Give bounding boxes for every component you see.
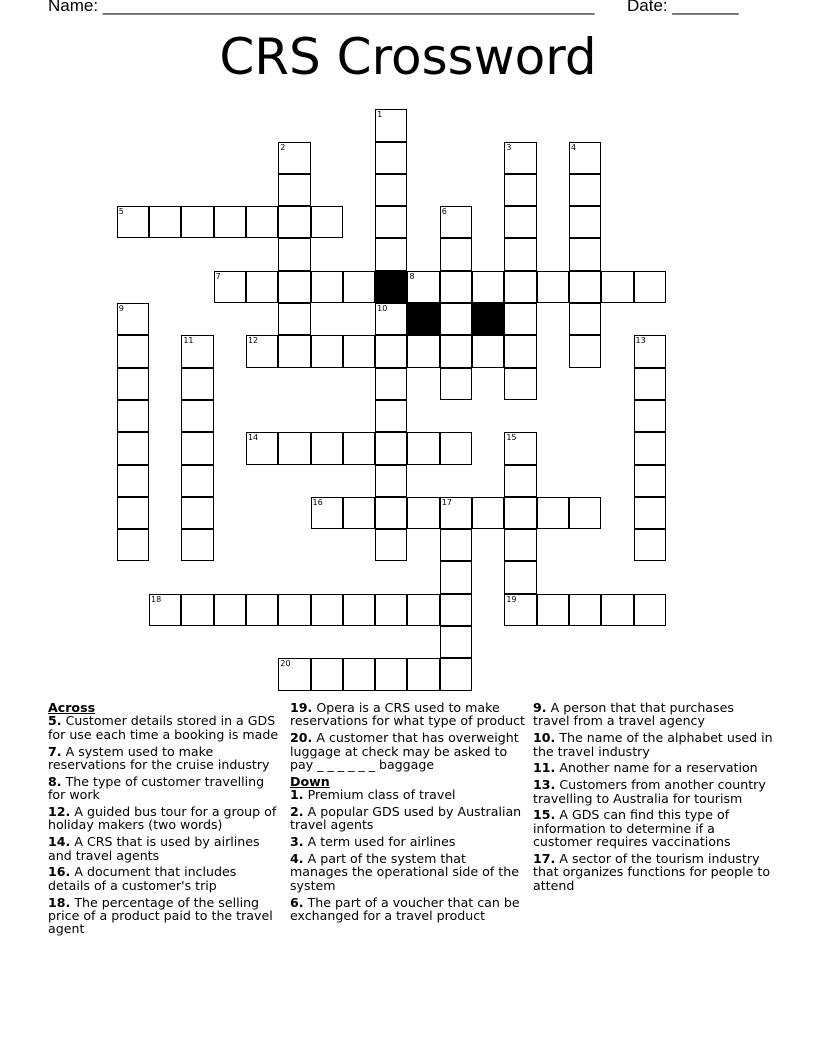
grid-cell[interactable] xyxy=(440,561,472,593)
grid-cell[interactable] xyxy=(311,271,343,303)
grid-cell[interactable] xyxy=(278,335,310,367)
grid-cell[interactable] xyxy=(375,303,407,335)
clue-item: 5. Customer details stored in a GDS for use each time a booking is made xyxy=(48,713,279,742)
grid-cell[interactable] xyxy=(504,594,536,626)
grid-cell[interactable] xyxy=(375,529,407,561)
grid-cell[interactable] xyxy=(278,174,310,206)
grid-cell[interactable] xyxy=(440,432,472,464)
grid-cell[interactable] xyxy=(601,594,633,626)
clue-item: 10. The name of the alphabet used in the travel industry xyxy=(533,730,773,759)
grid-cell[interactable] xyxy=(149,206,181,238)
grid-cell[interactable] xyxy=(181,206,213,238)
grid-cell[interactable] xyxy=(343,658,375,690)
clue-item: 15. A GDS can find this type of information to determine if a customer requires vaccinations xyxy=(533,807,731,850)
grid-cell[interactable] xyxy=(440,658,472,690)
grid-cell[interactable] xyxy=(569,594,601,626)
grid-cell[interactable] xyxy=(278,594,310,626)
clue-number: 10 xyxy=(377,304,388,314)
grid-cell[interactable] xyxy=(634,594,666,626)
grid-cell[interactable] xyxy=(375,238,407,270)
grid-cell[interactable] xyxy=(214,594,246,626)
grid-cell[interactable] xyxy=(278,271,310,303)
clue-item: 17. A sector of the tourism industry that organizes functions for people to attend xyxy=(533,851,771,893)
grid-cell[interactable] xyxy=(440,626,472,658)
grid-cell[interactable] xyxy=(569,335,601,367)
grid-cell[interactable] xyxy=(181,432,213,464)
clues-column-1 xyxy=(48,701,280,939)
grid-cell[interactable] xyxy=(504,465,536,497)
grid-cell[interactable] xyxy=(472,335,504,367)
grid-cell[interactable] xyxy=(440,238,472,270)
grid-cell[interactable] xyxy=(440,206,472,238)
clue-number: 16 xyxy=(312,497,323,507)
clue-item: 12. A guided bus tour for a group of holiday makers (two words) xyxy=(48,804,277,833)
clue-item: 3. A term used for airlines xyxy=(290,834,456,850)
grid-cell[interactable] xyxy=(181,497,213,529)
blocked-cell xyxy=(407,303,439,335)
grid-cell[interactable] xyxy=(278,142,310,174)
grid-cell[interactable] xyxy=(569,206,601,238)
grid-cell[interactable] xyxy=(117,368,149,400)
grid-cell[interactable] xyxy=(311,497,343,529)
grid-cell[interactable] xyxy=(504,174,536,206)
grid-cell[interactable] xyxy=(311,594,343,626)
grid-cell[interactable] xyxy=(472,497,504,529)
grid-cell[interactable] xyxy=(181,400,213,432)
clue-number: 15 xyxy=(506,433,517,443)
grid-cell[interactable] xyxy=(117,432,149,464)
grid-cell[interactable] xyxy=(181,368,213,400)
grid-cell[interactable] xyxy=(278,238,310,270)
grid-cell[interactable] xyxy=(375,497,407,529)
grid-cell[interactable] xyxy=(246,594,278,626)
grid-cell[interactable] xyxy=(343,432,375,464)
grid-cell[interactable] xyxy=(117,529,149,561)
grid-cell[interactable] xyxy=(375,465,407,497)
grid-cell[interactable] xyxy=(504,335,536,367)
date-field[interactable]: Date: _______ xyxy=(627,0,739,15)
grid-cell[interactable] xyxy=(311,658,343,690)
clue-number: 6 xyxy=(441,207,447,217)
grid-cell[interactable] xyxy=(440,335,472,367)
grid-cell[interactable] xyxy=(311,206,343,238)
grid-cell[interactable] xyxy=(537,271,569,303)
clue-number: 20 xyxy=(280,659,291,669)
grid-cell[interactable] xyxy=(440,529,472,561)
blocked-cell xyxy=(472,303,504,335)
grid-cell[interactable] xyxy=(504,271,536,303)
grid-cell[interactable] xyxy=(375,142,407,174)
grid-cell[interactable] xyxy=(214,206,246,238)
clue-item: 2. A popular GDS used by Australian travel agents xyxy=(290,804,522,833)
clue-item: 9. A person that that purchases travel from a travel agency xyxy=(533,700,734,729)
grid-cell[interactable] xyxy=(537,594,569,626)
grid-cell[interactable] xyxy=(634,368,666,400)
clue-number: 19 xyxy=(506,594,517,604)
clues-column-2 xyxy=(290,701,526,926)
grid-cell[interactable] xyxy=(537,497,569,529)
grid-cell[interactable] xyxy=(343,594,375,626)
name-field[interactable]: Name: ____________________________________________________ xyxy=(48,0,595,15)
grid-cell[interactable] xyxy=(278,658,310,690)
page-title: CRS Crossword xyxy=(219,28,597,86)
down-heading: Down xyxy=(290,773,330,789)
clue-item: 18. The percentage of the selling price of a product paid to the travel agent xyxy=(48,894,273,937)
grid-cell[interactable] xyxy=(407,335,439,367)
clue-number: 13 xyxy=(635,336,646,346)
grid-cell[interactable] xyxy=(634,432,666,464)
clue-number: 3 xyxy=(506,142,512,152)
grid-cell[interactable] xyxy=(472,271,504,303)
clue-number: 11 xyxy=(183,336,194,346)
clue-number: 1 xyxy=(377,110,383,120)
grid-cell[interactable] xyxy=(634,400,666,432)
grid-cell[interactable] xyxy=(504,142,536,174)
grid-cell[interactable] xyxy=(246,206,278,238)
grid-cell[interactable] xyxy=(375,658,407,690)
clue-item: 19. Opera is a CRS used to make reservations for what type of product xyxy=(290,700,525,729)
grid-cell[interactable] xyxy=(117,497,149,529)
clue-item: 16. A document that includes details of a customer's trip xyxy=(48,864,237,893)
grid-cell[interactable] xyxy=(504,529,536,561)
clue-number: 18 xyxy=(151,594,162,604)
grid-cell[interactable] xyxy=(117,206,149,238)
grid-cell[interactable] xyxy=(569,271,601,303)
grid-cell[interactable] xyxy=(343,271,375,303)
across-heading: Across xyxy=(48,700,96,715)
grid-cell[interactable] xyxy=(375,368,407,400)
grid-cell[interactable] xyxy=(117,303,149,335)
grid-cell[interactable] xyxy=(117,465,149,497)
grid-cell[interactable] xyxy=(440,497,472,529)
grid-cell[interactable] xyxy=(181,529,213,561)
grid-cell[interactable] xyxy=(569,142,601,174)
grid-cell[interactable] xyxy=(504,303,536,335)
grid-cell[interactable] xyxy=(375,206,407,238)
grid-cell[interactable] xyxy=(569,174,601,206)
clue-number: 8 xyxy=(409,271,415,281)
clue-item: 20. A customer that has overweight luggage at check may be asked to pay _ _ _ _ _ _ baggage xyxy=(290,730,519,773)
clue-number: 9 xyxy=(118,304,124,314)
grid-cell[interactable] xyxy=(278,303,310,335)
grid-cell[interactable] xyxy=(504,238,536,270)
grid-cell[interactable] xyxy=(246,432,278,464)
grid-cell[interactable] xyxy=(504,432,536,464)
grid-cell[interactable] xyxy=(440,271,472,303)
grid-cell[interactable] xyxy=(311,335,343,367)
grid-cell[interactable] xyxy=(634,335,666,367)
clue-number: 7 xyxy=(215,271,221,281)
clue-item: 4. A part of the system that manages the operational side of the system xyxy=(290,851,519,893)
grid-cell[interactable] xyxy=(214,271,246,303)
clue-number: 14 xyxy=(247,433,259,443)
grid-cell[interactable] xyxy=(440,303,472,335)
grid-cell[interactable] xyxy=(311,432,343,464)
grid-cell[interactable] xyxy=(504,368,536,400)
grid-cell[interactable] xyxy=(181,465,213,497)
grid-cell[interactable] xyxy=(278,206,310,238)
grid-cell[interactable] xyxy=(375,432,407,464)
clue-item: 1. Premium class of travel xyxy=(290,787,456,803)
grid-cell[interactable] xyxy=(375,594,407,626)
grid-cell[interactable] xyxy=(375,400,407,432)
clue-number: 5 xyxy=(118,207,124,217)
grid-cell[interactable] xyxy=(246,271,278,303)
grid-cell[interactable] xyxy=(569,497,601,529)
clue-item: 13. Customers from another country travelling to Australia for tourism xyxy=(533,777,766,806)
clue-number: 12 xyxy=(247,336,259,346)
clue-number: 2 xyxy=(280,142,286,152)
clue-item: 8. The type of customer travelling for work xyxy=(48,773,265,803)
clue-item: 6. The part of a voucher that can be exchanged for a travel product xyxy=(290,894,520,924)
grid-cell[interactable] xyxy=(181,594,213,626)
grid-cell[interactable] xyxy=(440,368,472,400)
grid-cell[interactable] xyxy=(504,206,536,238)
grid-cell[interactable] xyxy=(634,465,666,497)
grid-cell[interactable] xyxy=(504,561,536,593)
grid-cell[interactable] xyxy=(375,109,407,141)
grid-cell[interactable] xyxy=(407,594,439,626)
grid-cell[interactable] xyxy=(407,271,439,303)
grid-cell[interactable] xyxy=(407,497,439,529)
clue-number: 4 xyxy=(570,142,577,152)
grid-cell[interactable] xyxy=(504,497,536,529)
clue-item: 14. A CRS that is used by airlines and travel agents xyxy=(48,834,260,863)
grid-cell[interactable] xyxy=(634,497,666,529)
grid-cell[interactable] xyxy=(569,303,601,335)
grid-cell[interactable] xyxy=(181,335,213,367)
grid-cell[interactable] xyxy=(407,432,439,464)
clue-item: 11. Another name for a reservation xyxy=(533,760,758,776)
grid-cell[interactable] xyxy=(375,174,407,206)
grid-cell[interactable] xyxy=(246,335,278,367)
grid-cell[interactable] xyxy=(278,432,310,464)
grid-cell[interactable] xyxy=(149,594,181,626)
clue-item: 7. A system used to make reservations for the cruise industry xyxy=(48,743,270,773)
grid-cell[interactable] xyxy=(343,335,375,367)
grid-cell[interactable] xyxy=(440,594,472,626)
grid-cell[interactable] xyxy=(569,238,601,270)
grid-cell[interactable] xyxy=(634,271,666,303)
grid-cell[interactable] xyxy=(343,497,375,529)
grid-cell[interactable] xyxy=(375,335,407,367)
grid-cell[interactable] xyxy=(117,335,149,367)
grid-cell[interactable] xyxy=(634,529,666,561)
grid-cell[interactable] xyxy=(601,271,633,303)
clues-column-3 xyxy=(533,701,773,896)
grid-cell[interactable] xyxy=(117,400,149,432)
grid-cell[interactable] xyxy=(407,658,439,690)
clue-number: 17 xyxy=(441,497,452,507)
blocked-cell xyxy=(375,271,407,303)
